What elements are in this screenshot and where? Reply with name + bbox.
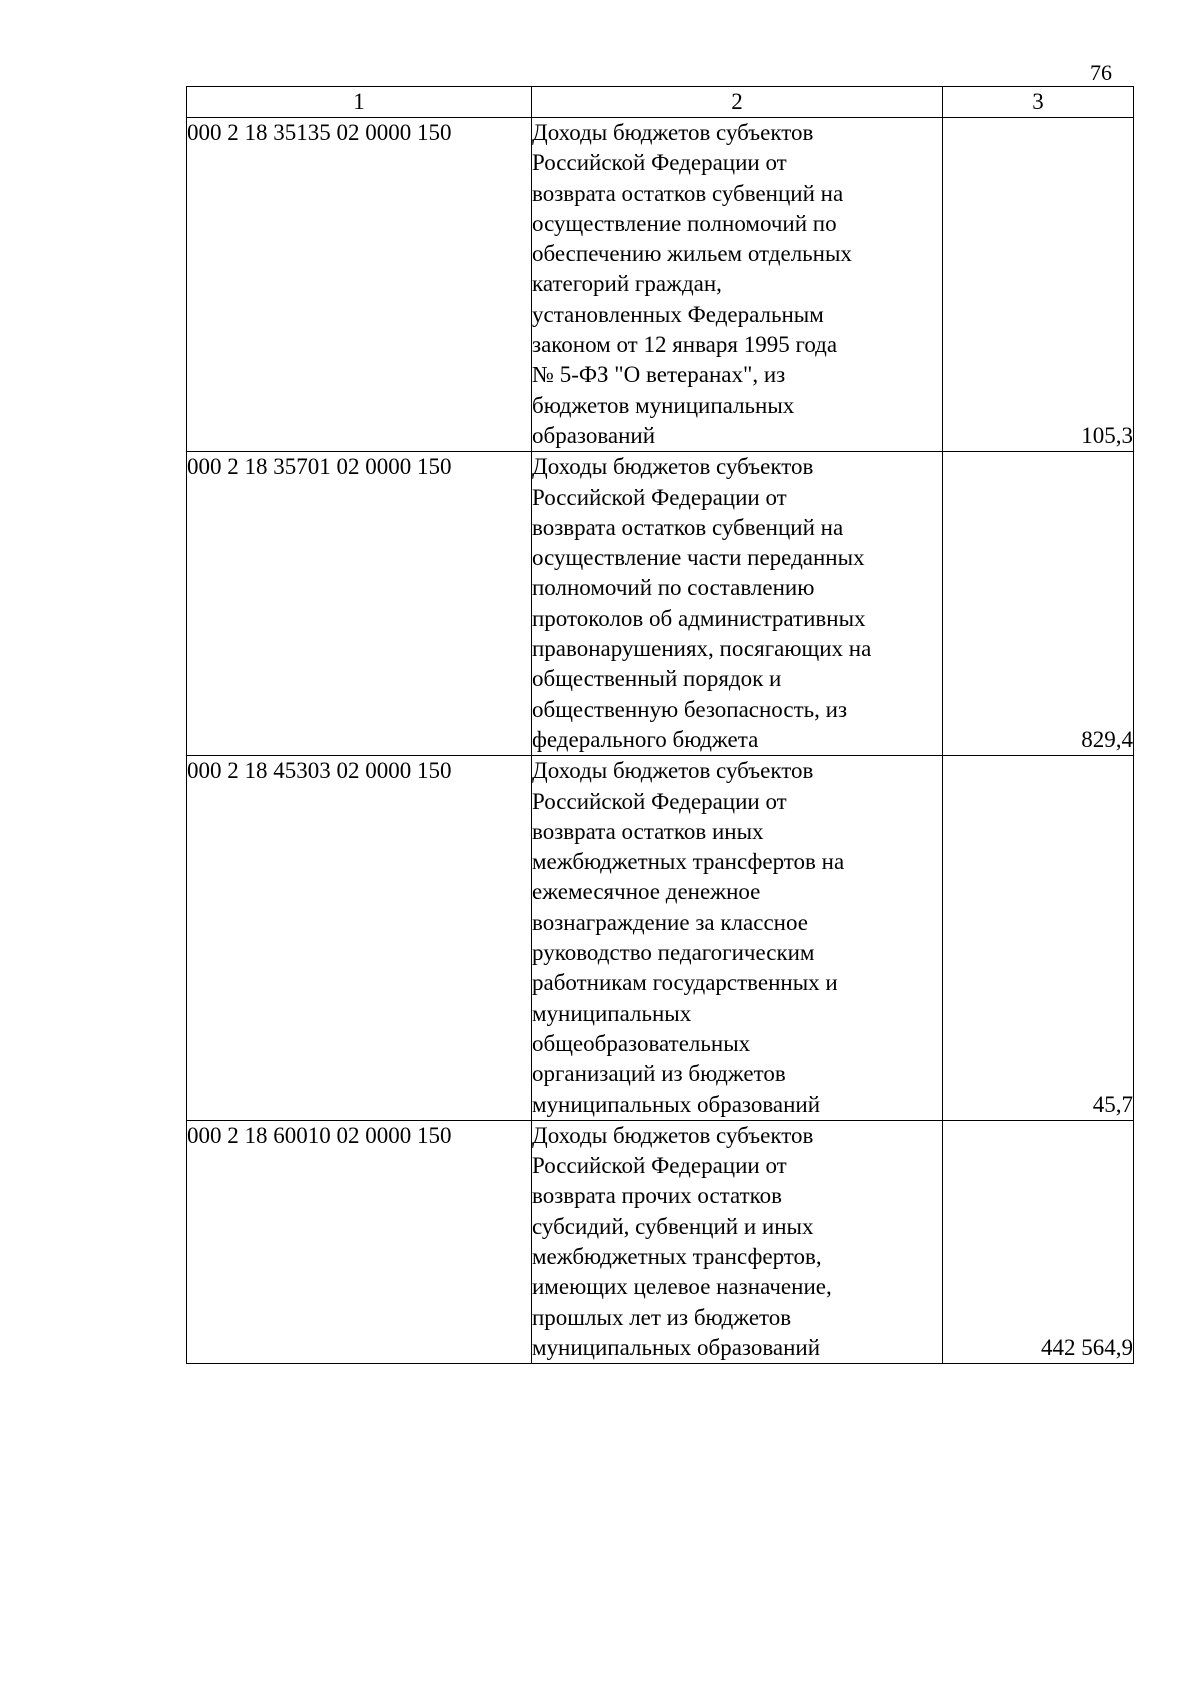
amount-value: 105,3 — [943, 118, 1134, 452]
description-line: общеобразовательных — [532, 1030, 751, 1056]
description-line: протоколов об административных — [532, 605, 866, 631]
column-header-2: 2 — [532, 87, 943, 118]
description-line: возврата прочих остатков — [532, 1183, 783, 1209]
description-line: Доходы бюджетов субъектов — [532, 120, 814, 145]
table-row — [187, 756, 1134, 1121]
description-line: полномочий по составлению — [532, 575, 815, 601]
description-line: правонарушениях, посягающих на — [532, 636, 872, 662]
description-line: образований — [532, 422, 656, 448]
table-row — [187, 1120, 1134, 1363]
income-description — [532, 1120, 943, 1363]
description-line: Доходы бюджетов субъектов — [532, 454, 814, 480]
income-description — [532, 118, 943, 452]
description-line: общественный порядок и — [532, 666, 782, 692]
budget-table — [186, 86, 1134, 1364]
description-line: муниципальных образований — [532, 1091, 821, 1117]
description-line: установленных Федеральным — [532, 301, 824, 327]
description-line: Доходы бюджетов субъектов — [532, 1122, 814, 1148]
description-line: вознаграждение за классное — [532, 909, 808, 935]
income-description — [532, 756, 943, 1121]
description-line: ежемесячное денежное — [532, 879, 761, 905]
description-line: Российской Федерации от — [532, 788, 787, 814]
column-header-1: 1 — [187, 87, 532, 118]
table-row — [187, 452, 1134, 756]
description-line: Российской Федерации от — [532, 1153, 787, 1179]
description-line: Доходы бюджетов субъектов — [532, 758, 814, 784]
description-line: руководство педагогическим — [532, 940, 815, 966]
description-line: организаций из бюджетов — [532, 1061, 786, 1087]
description-line: Российской Федерации от — [532, 150, 787, 176]
description-line: возврата остатков иных — [532, 818, 764, 844]
description-line: муниципальных образований — [532, 1334, 821, 1360]
description-line: бюджетов муниципальных — [532, 392, 795, 418]
description-line: межбюджетных трансфертов, — [532, 1243, 822, 1269]
description-line: Российской Федерации от — [532, 484, 787, 510]
description-line: законом от 12 января 1995 года — [532, 332, 838, 358]
description-line: прошлых лет из бюджетов — [532, 1304, 792, 1330]
description-line: возврата остатков субвенций на — [532, 514, 844, 540]
description-line: № 5-ФЗ "О ветеранах", из — [532, 362, 786, 388]
column-header-3: 3 — [943, 87, 1134, 118]
budget-code: 000 2 18 35701 02 0000 150 — [187, 452, 532, 756]
description-line: осуществление полномочий по — [532, 210, 837, 236]
table-row — [187, 118, 1134, 452]
description-line: субсидий, субвенций и иных — [532, 1213, 814, 1239]
description-line: работникам государственных и — [532, 970, 838, 996]
budget-code: 000 2 18 35135 02 0000 150 — [187, 118, 532, 452]
income-description — [532, 452, 943, 756]
budget-code: 000 2 18 60010 02 0000 150 — [187, 1120, 532, 1363]
amount-value: 442 564,9 — [943, 1120, 1134, 1363]
description-line: осуществление части переданных — [532, 545, 865, 571]
description-line: обеспечению жильем отдельных — [532, 241, 852, 267]
amount-value: 45,7 — [943, 756, 1134, 1121]
description-line: межбюджетных трансфертов на — [532, 849, 845, 875]
description-line: федерального бюджета — [532, 726, 759, 752]
description-line: категорий граждан, — [532, 271, 722, 297]
amount-value: 829,4 — [943, 452, 1134, 756]
budget-code: 000 2 18 45303 02 0000 150 — [187, 756, 532, 1121]
page-number: 76 — [1090, 60, 1112, 85]
table-header-row — [187, 87, 1134, 118]
description-line: имеющих целевое назначение, — [532, 1274, 832, 1300]
description-line: общественную безопасность, из — [532, 696, 848, 722]
description-line: муниципальных — [532, 1000, 692, 1026]
description-line: возврата остатков субвенций на — [532, 180, 844, 206]
